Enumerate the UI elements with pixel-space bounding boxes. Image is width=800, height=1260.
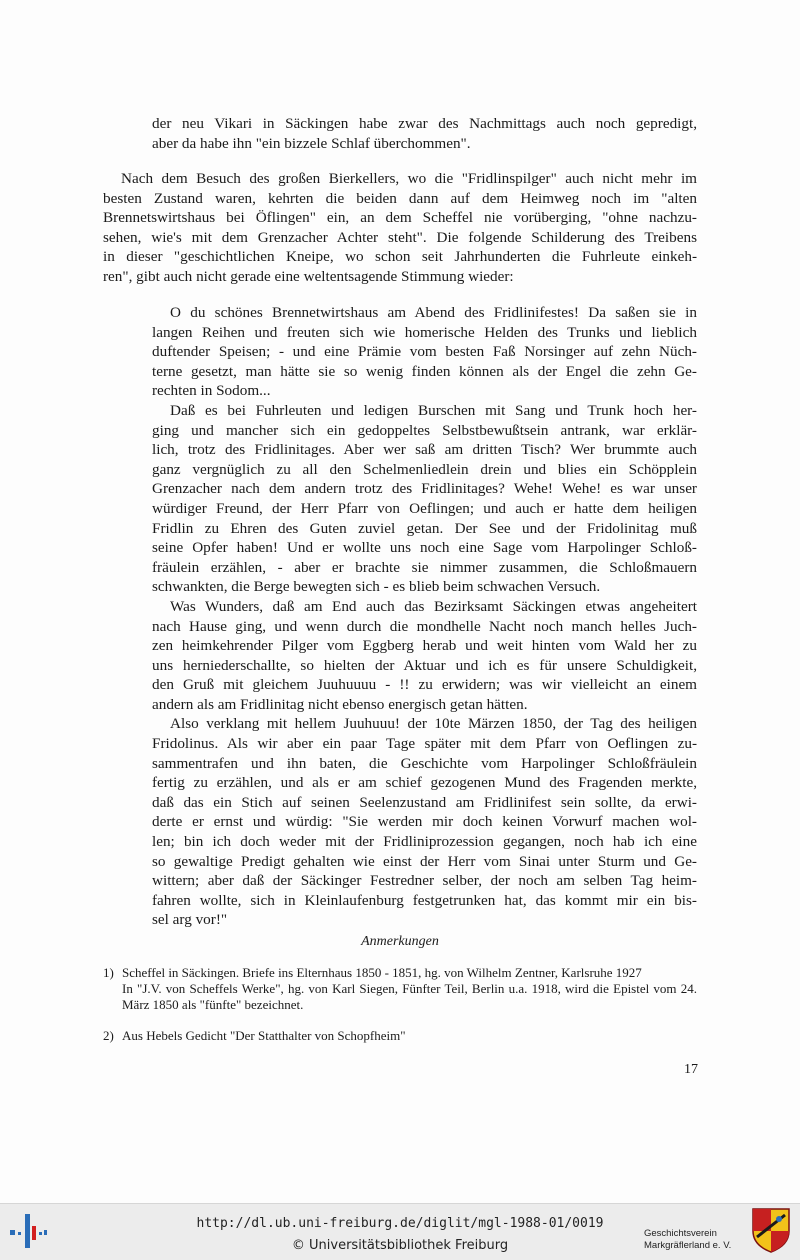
text-line: Was Wunders, daß am End auch das Bezirksamt Säckingen etwas angeheitert	[170, 597, 697, 615]
text-line: uns herniederschallte, so hielten der Aktuar und ich es für unsere Schuldigkeit,	[152, 656, 697, 674]
society-name	[644, 1228, 731, 1251]
text-line: in dieser "geschichtlichen Kneipe, wo schon seit Jahrhunderten die Fuhrleute einkeh-	[103, 248, 697, 266]
text-line: sehen, wie's mit dem Grenzacher Achter steht". Die folgende Schilderung des Treibens	[103, 228, 697, 246]
copyright-text: © Universitätsbibliothek Freiburg	[291, 1238, 509, 1253]
text-line: aber da habe ihn "ein bizzele Schlaf überchommen".	[152, 134, 471, 152]
coat-of-arms-icon	[751, 1207, 791, 1253]
university-library-logo-icon	[8, 1212, 48, 1252]
text-line: andern als am Fridlinitag nicht ebenso energisch getan hätten.	[152, 695, 528, 713]
text-line: ganz vergnüglich zu all den Schelmenliedlein drein und blies ein Schöpplein	[152, 460, 697, 478]
text-line: seine Opfer haben! Und er wollte uns noch eine Sage vom Harpolinger Schloß-	[152, 539, 697, 557]
notes-heading: Anmerkungen	[361, 934, 439, 949]
text-line: ren", gibt auch nicht gerade eine weltentsagende Stimmung wieder:	[103, 267, 514, 285]
footnote-text: Aus Hebels Gedicht "Der Statthalter von Schopfheim"	[122, 1028, 406, 1043]
text-line: daß das ein Stich auf seinen Seelenzustand am Fridlinifest sein sollte, da erwi-	[152, 793, 697, 811]
footnote-number: 2)	[103, 1028, 114, 1043]
text-line: so gewaltige Predigt gehalten wie einst der Herr vom Sinai unter Sturm und Ge-	[152, 852, 697, 870]
text-line: besten Zustand waren, kehrten die beiden dann auf dem Heimweg noch im "alten	[103, 189, 697, 207]
text-line: duftender Speisen; - und eine Prämie vom besten Faß Norsinger auf zehn Nüch-	[152, 343, 697, 361]
society-line-2: Markgräflerland e. V.	[644, 1239, 732, 1251]
text-line: Brennetswirtshaus bei Öflingen" ein, an dem Scheffel nie vorüberging, "ohne nachzu-	[103, 209, 697, 227]
text-line: Fridlin zu Ehren des Guten zuviel getan. Der See und der Fridolinitag muß	[152, 519, 697, 537]
text-line: sel arg vor!"	[152, 911, 228, 929]
text-line: Grenzacher nach dem andern trotz des Fridlinitages? Wehe! Wehe! es war unser	[152, 480, 697, 498]
text-line: ging und mancher sich ein gedoppeltes Selbstbewußtsein antrank, war erklär-	[152, 421, 697, 439]
society-line-1: Geschichtsverein	[644, 1228, 717, 1239]
text-line: Daß es bei Fuhrleuten und ledigen Burschen mit Sang und Trunk hoch her-	[170, 401, 697, 419]
text-line: zen heimkehrender Pilger vom Eggberg herab und weit hinten vom Wald her zu	[152, 637, 697, 655]
footnote-1	[103, 965, 697, 1012]
main-paragraph	[103, 169, 697, 287]
footnote-continuation: In "J.V. von Scheffels Werke", hg. von Karl Siegen, Fünfter Teil, Berlin u.a. 1918, wird die Epistel vom 24. März 1850 als "fünfte" bezeichnet.	[122, 981, 697, 1012]
text-line: sammentrafen und ihn baten, die Geschichte vom Harpolinger Schloßfräulein	[152, 754, 697, 772]
text-line: langen Reihen und freuten sich wie homerische Helden des Trunks und lieblich	[152, 323, 697, 341]
text-line: der neu Vikari in Säckingen habe zwar des Nachmittags auch noch gepredigt,	[152, 115, 697, 132]
text-line: rechten in Sodom...	[152, 382, 271, 400]
text-line: den Gruß mit gleichem Juuhuuuu - !! zu erwidern; was wir vielleicht an einem	[152, 676, 697, 694]
text-line: wittern; aber daß der Säckinger Festredner selber, der noch am selben Tag heim-	[152, 872, 697, 890]
footnote-number: 1)	[103, 965, 114, 980]
text-line: Fridolinus. Als wir aber ein paar Tage später mit dem Pfarr von Oeflingen zu-	[152, 735, 697, 753]
text-line: derte er ernst und würdig: "Sie werden mir doch keinen Vorwurf machen wol-	[152, 813, 697, 831]
permalink-url[interactable]: http://dl.ub.uni-freiburg.de/diglit/mgl-1988-01/0019	[196, 1216, 604, 1231]
block-quote	[152, 303, 697, 930]
text-line: O du schönes Brennetwirtshaus am Abend des Fridlinifestes! Da saßen sie in	[170, 304, 697, 321]
text-line: nach Hause ging, und wenn durch die mondhelle Nacht noch manch helles Juch-	[152, 617, 697, 635]
page-number: 17	[684, 1062, 698, 1077]
text-line: Nach dem Besuch des großen Bierkellers, wo die "Fridlinspilger" auch nicht mehr im	[121, 170, 697, 187]
text-line: fahren wollte, sich in Kleinlaufenburg festgetrunken hat, das kommt mir ein bis-	[152, 891, 697, 909]
footnote-2	[103, 1028, 697, 1043]
text-line: fertig zu erzählen, und als er am schief gezogenen Mund des Fragenden merkte,	[152, 774, 697, 792]
text-line: len; bin ich doch weder mit der Fridliniprozession gegangen, noch hab ich eine	[152, 833, 697, 851]
footnote-text: Scheffel in Säckingen. Briefe ins Elternhaus 1850 - 1851, hg. von Wilhelm Zentner, Karlsruhe 1927	[122, 965, 642, 980]
intro-paragraph	[152, 114, 697, 153]
text-line: Also verklang mit hellem Juuhuuu! der 10te Märzen 1850, der Tag des heiligen	[170, 715, 697, 733]
text-line: fräulein erzählen, - aber er brachte sie nimmer zusammen, die Schloßmauern	[152, 558, 697, 576]
text-line: terne gesetzt, man hätte sie so wenig finden können als der Engel die zehn Ge-	[152, 362, 697, 380]
text-line: lich, trotz des Fridlinitages. Aber wer saß am dritten Tisch? Wer brummte auch	[152, 441, 697, 459]
text-line: würdiger Freund, der Herr Pfarr von Oeflingen; und auch er hatte dem heiligen	[152, 499, 697, 517]
text-line: schwankten, die Berge bewegten sich - es blieb beim schwachen Versuch.	[152, 578, 601, 596]
